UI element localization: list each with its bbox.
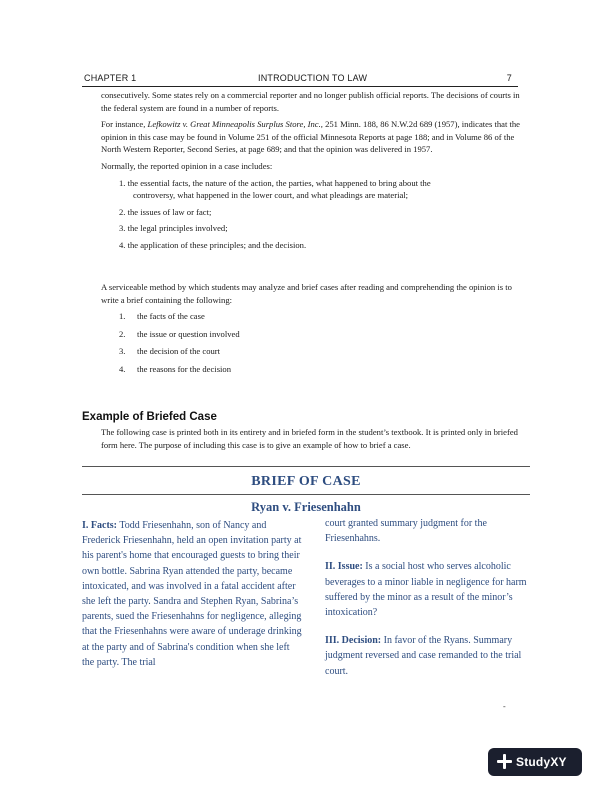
decision-paragraph: III. Decision: In favor of the Ryans. Summary judgment reversed and case remanded to the trial court. (325, 635, 522, 677)
page-number: 7 (506, 73, 512, 83)
list-item: 2. the issues of law or fact; (119, 206, 212, 217)
brand-name: StudyXY (516, 755, 567, 769)
brief-left-column (82, 518, 302, 683)
facts-continued: court granted summary judgment for the Friesenhahns. (325, 518, 487, 545)
brief-right-column (325, 516, 533, 692)
list-item: 4. the reasons for the decision (119, 363, 232, 374)
issue-paragraph: II. Issue: Is a social host who serves alcoholic beverages to a minor liable in negligence for harm suffered by the minor as a result of the minor’s intoxication? (325, 561, 527, 619)
paragraph: A serviceable method by which students may analyze and brief cases after reading and comprehending the opinion is to write a brief containing the following: (101, 282, 512, 305)
paragraph: consecutively. Some states rely on a commercial reporter and no longer publish official reports. The decisions of courts in the federal system are found in a number of reports. (101, 90, 520, 113)
studyxy-badge[interactable] (488, 748, 582, 776)
list-item: 2. the issue or question involved (119, 328, 240, 339)
section-paragraph: The following case is printed both in its entirety and in briefed form in the student’s textbook. It is printed only in briefed form here. The purpose of including this case is to give an example of how to brief a case. (101, 427, 518, 450)
paragraph: Normally, the reported opinion in a case includes: (101, 160, 273, 171)
facts-paragraph: I. Facts: Todd Friesenhahn, son of Nancy and Frederick Friesenhahn, held an open invitation party at his parent's home that encouraged guests to bring their own bottle. Sabrina Ryan attended the party, became intoxicated, and was involved in a fatal accident after she left the party. Sandra and Stephen Ryan, Sabrina’s parents, sued the Friesenhahns for negligence, alleging that the Friesenhahns were aware of underage drinking at the party and of Sabrina's condition when she left the party. The trial (82, 520, 302, 668)
brief-contents-list (119, 310, 525, 375)
brief-title: BRIEF OF CASE (251, 474, 361, 489)
issue-label: II. Issue: (325, 561, 363, 573)
divider (82, 494, 530, 495)
list-item: 3. the legal principles involved; (119, 223, 228, 234)
paragraph: For instance, Lefkowitz v. Great Minneapolis Surplus Store, Inc., 251 Minn. 188, 86 N.W.2d 689 (1957), indicates that the opinion in this case may be found in Volume 251 of the official Minnesota Reports at page 188; and in Volume 86 of the North Western Reporter, Second Series, at page 689; and that the opinion was delivered in 1957. (101, 119, 520, 155)
list-item: 4. the application of these principles; and the decision. (119, 239, 307, 250)
chapter-title: INTRODUCTION TO LAW (258, 73, 368, 83)
decision-label: III. Decision: (325, 635, 382, 647)
facts-label: I. Facts: (82, 520, 117, 531)
page-mark: - (503, 702, 506, 711)
opinion-contents-list (119, 177, 525, 252)
brief-method-section (101, 281, 525, 381)
list-item: 3. the decision of the court (119, 346, 221, 357)
case-name: Ryan v. Friesenhahn (251, 500, 361, 514)
divider (82, 466, 530, 467)
chapter-label: CHAPTER 1 (84, 73, 137, 83)
case-citation: Lefkowitz v. Great Minneapolis Surplus Store, Inc. (147, 119, 321, 130)
section-heading: Example of Briefed Case (82, 411, 217, 423)
plus-icon (496, 753, 513, 770)
running-header (82, 72, 518, 87)
list-item: 1. the essential facts, the nature of the action, the parties, what happened to bring about the controversy, what happened in the lower court, and what pleadings are material; (119, 177, 431, 201)
intro-section (101, 89, 525, 256)
list-item: 1. the facts of the case (119, 311, 205, 322)
